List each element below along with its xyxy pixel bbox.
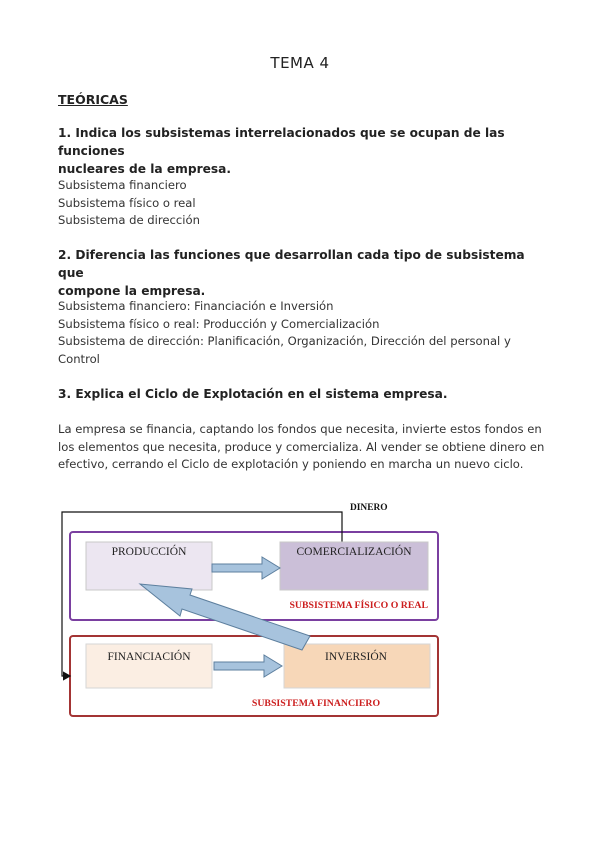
produccion-to-comercializacion-arrow [212, 557, 280, 579]
answer-1 [58, 177, 548, 230]
inversion-label: INVERSIÓN [325, 651, 387, 663]
answer-2-item: Subsistema de dirección: Planificación, Organización, Dirección del personal y [58, 334, 511, 349]
question-2-line-1: 2. Diferencia las funciones que desarrollan cada tipo de subsistema que [58, 248, 525, 280]
question-1-line-1: 1. Indica los subsistemas interrelacionados que se ocupan de las funciones [58, 126, 505, 158]
paragraph-line: La empresa se financia, captando los fondos que necesita, invierte estos fondos en [58, 422, 542, 436]
paragraph-line: efectivo, cerrando el Ciclo de explotación y poniendo en marcha un nuevo ciclo. [58, 457, 524, 472]
dinero-label: DINERO [350, 503, 388, 513]
inversion-to-produccion-arrow [140, 584, 310, 650]
question-1 [58, 124, 548, 178]
section-heading: TEÓRICAS [58, 92, 128, 107]
answer-2-item: Control [58, 351, 100, 366]
answer-3-paragraph [58, 421, 548, 474]
question-2-line-2: compone la empresa. [58, 284, 206, 298]
answer-1-item: Subsistema financiero [58, 178, 187, 192]
answer-1-item: Subsistema de dirección [58, 213, 200, 228]
answer-2-item: Subsistema físico o real: Producción y Comercialización [58, 316, 380, 331]
question-3: 3. Explica el Ciclo de Explotación en el sistema empresa. [58, 387, 448, 401]
paragraph-line: los elementos que necesita, produce y comercializa. Al vender se obtiene dinero en [58, 439, 545, 454]
answer-2 [58, 298, 548, 368]
financiacion-label: FINANCIACIÓN [107, 651, 191, 663]
subsistema-financiero-label: SUBSISTEMA FINANCIERO [251, 698, 381, 709]
answer-2-item: Subsistema financiero: Financiación e Inversión [58, 299, 334, 313]
question-2 [58, 246, 548, 300]
subsistema-fisico-label: SUBSISTEMA FÍSICO O REAL [289, 600, 428, 611]
exploitation-cycle-diagram [56, 496, 446, 720]
financiacion-to-inversion-arrow [214, 655, 282, 677]
produccion-label: PRODUCCIÓN [111, 546, 187, 558]
page-title: TEMA 4 [270, 54, 330, 72]
comercializacion-label: COMERCIALIZACIÓN [296, 546, 412, 558]
answer-1-item: Subsistema físico o real [58, 195, 196, 210]
question-1-line-2: nucleares de la empresa. [58, 162, 231, 176]
